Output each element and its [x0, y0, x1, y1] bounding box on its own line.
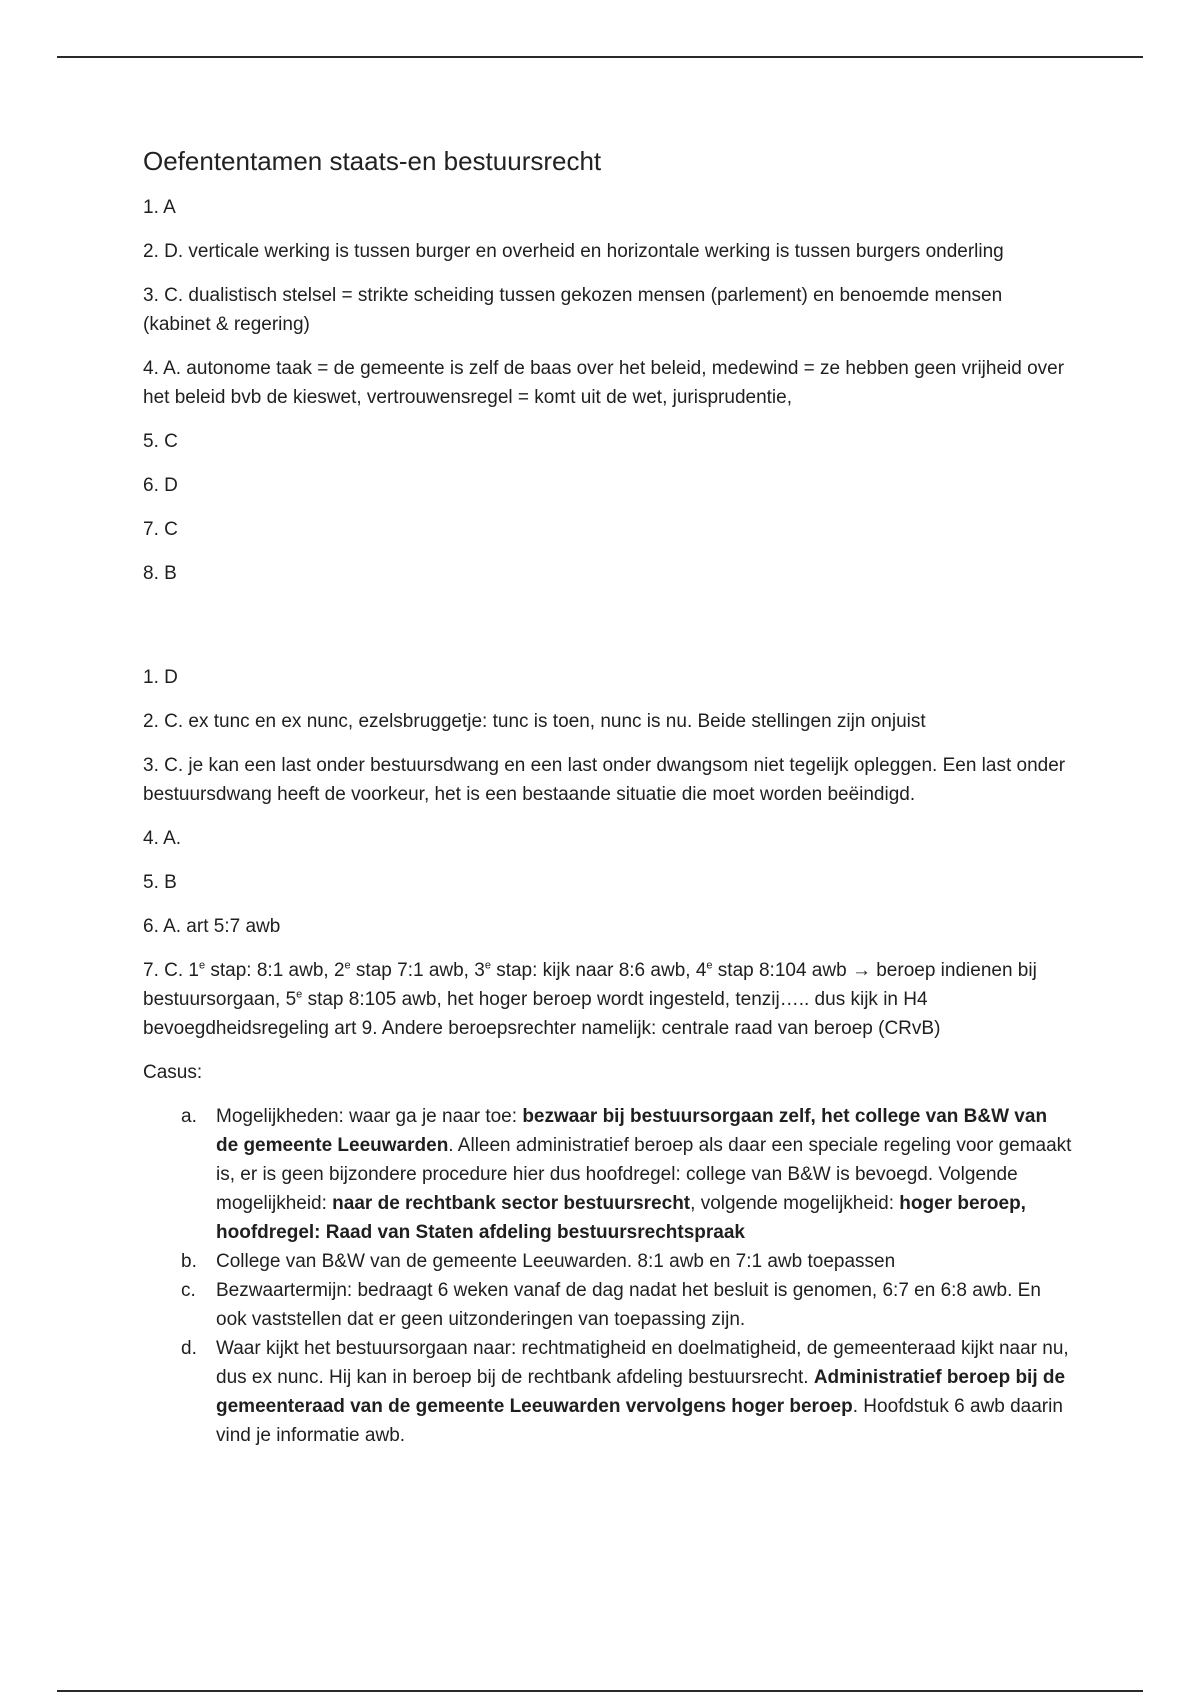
answer-2-6: 6. A. art 5:7 awb	[143, 916, 281, 937]
right-arrow-icon: →	[851, 960, 871, 981]
answer-8: 8. B	[143, 563, 177, 584]
answer-6: 6. D	[143, 475, 178, 496]
answer-2-3: 3. C. je kan een last onder bestuursdwang en een last onder dwangsom niet tegelijk opleggen. Een last onder bestuursdwang heeft de voorkeur, het is een bestaande situatie die moet worden beëindigd.	[143, 755, 1066, 805]
answer-3: 3. C. dualistisch stelsel = strikte scheiding tussen gekozen mensen (parlement) en benoemde mensen (kabinet & regering)	[143, 285, 1003, 335]
list-marker: c.	[181, 1280, 196, 1301]
casus-list	[143, 1102, 1073, 1450]
list-marker: a.	[181, 1106, 197, 1127]
document-title: Oefententamen staats-en bestuursrecht	[143, 146, 602, 176]
answer-4: 4. A. autonome taak = de gemeente is zelf de baas over het beleid, medewind = ze hebben geen vrijheid over het beleid bvb de kieswet, vertrouwensregel = komt uit de wet, jurisprudentie,	[143, 358, 1065, 408]
answer-2-1: 1. D	[143, 667, 178, 688]
answers-part-1	[143, 193, 1073, 588]
answer-2-5: 5. B	[143, 872, 177, 893]
answers-part-2	[143, 663, 1073, 1043]
list-marker: d.	[181, 1338, 197, 1359]
answer-2-7: 7. C. 1e stap: 8:1 awb, 2e stap 7:1 awb, 3e stap: kijk naar 8:6 awb, 4e stap 8:104 awb → beroep indienen bij bestuursorgaan, 5e stap 8:105 awb, het hoger beroep wordt ingesteld, tenzij….. dus kijk in H4 bevoegdheidsregeling art 9. Andere beroepsrechter namelijk: centrale raad van beroep (CRvB)	[143, 959, 1037, 1039]
answer-2-2: 2. C. ex tunc en ex nunc, ezelsbruggetje: tunc is toen, nunc is nu. Beide stellingen zijn onjuist	[143, 711, 926, 732]
footer-rule	[57, 1690, 1143, 1692]
list-marker: b.	[181, 1251, 197, 1272]
section-gap	[143, 603, 1073, 663]
casus-item-d: d. Waar kijkt het bestuursorgaan naar: rechtmatigheid en doelmatigheid, de gemeenteraad kijkt naar nu, dus ex nunc. Hij kan in beroep bij de rechtbank afdeling bestuursrecht. Administratief beroep bij de gemeenteraad van de gemeente Leeuwarden vervolgens hoger beroep. Hoofdstuk 6 awb daarin vind je informatie awb.	[216, 1334, 1073, 1450]
casus-item-a: a. Mogelijkheden: waar ga je naar toe: bezwaar bij bestuursorgaan zelf, het college van B&W van de gemeente Leeuwarden. Alleen administratief beroep als daar een speciale regeling voor gemaakt is, er is geen bijzondere procedure hier dus hoofdregel: college van B&W is bevoegd. Volgende mogelijkheid: naar de rechtbank sector bestuursrecht, volgende mogelijkheid: hoger beroep, hoofdregel: Raad van Staten afdeling bestuursrechtspraak	[216, 1102, 1073, 1247]
header-rule	[57, 56, 1143, 58]
document-body	[143, 145, 1073, 1450]
casus-label: Casus:	[143, 1062, 203, 1083]
casus-item-b: b. College van B&W van de gemeente Leeuwarden. 8:1 awb en 7:1 awb toepassen	[216, 1247, 1073, 1276]
answer-2-4: 4. A.	[143, 828, 182, 849]
answer-5: 5. C	[143, 431, 178, 452]
answer-1: 1. A	[143, 197, 176, 218]
answer-2: 2. D. verticale werking is tussen burger en overheid en horizontale werking is tussen burgers onderling	[143, 241, 1004, 262]
answer-7: 7. C	[143, 519, 178, 540]
casus-item-c: c. Bezwaartermijn: bedraagt 6 weken vanaf de dag nadat het besluit is genomen, 6:7 en 6:8 awb. En ook vaststellen dat er geen uitzonderingen van toepassing zijn.	[216, 1276, 1073, 1334]
